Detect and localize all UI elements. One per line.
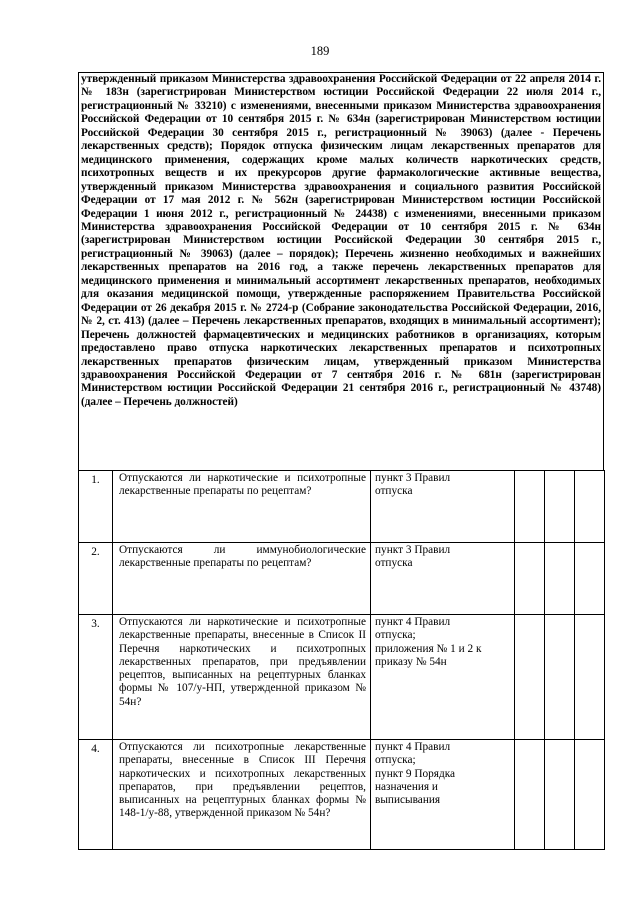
row-reference: пункт 3 Правил отпуска [371,543,515,615]
answer-cell-na[interactable] [575,471,605,543]
row-number: 3. [79,615,113,740]
row-reference: пункт 4 Правил отпуска; приложения № 1 и 2 к приказу № 54н [371,615,515,740]
row-reference: пункт 3 Правил отпуска [371,471,515,543]
row-question: Отпускаются ли наркотические и психотропные лекарственные препараты, внесенные в Список II Перечня наркотических и психотропных лекарственных препаратов, при предъявлении рецептов, выписанных на рецептурных бланках формы № 107/у-НП, утвержденной приказом № 54н? [113,615,371,740]
answer-cell-no[interactable] [545,740,575,850]
document-frame [78,72,604,470]
answer-cell-yes[interactable] [515,471,545,543]
answer-cell-yes[interactable] [515,740,545,850]
intro-paragraph: утвержденный приказом Министерства здравоохранения Российской Федерации от 22 апреля 2014 г. № 183н (зарегистрирован Министерством юстиции Российской Федерации 22 июля 2014 г., регистрационный № 33210) с изменениями, внесенными приказом Министерства здравоохранения Российской Федерации от 10 сентября 2015 г. № 634н (зарегистрирован Министерством юстиции Российской Федерации 30 сентября 2015 г., регистрационный № 39063) (далее - Перечень лекарственных средств); Порядок отпуска физическим лицам лекарственных препаратов для медицинского применения, содержащих кроме малых количеств наркотических средств, психотропных веществ и их прекурсоров другие фармакологические активные вещества, утвержденный приказом Министерства здравоохранения и социального развития Российской Федерации от 17 мая 2012 г. № 562н (зарегистрирован Министерством юстиции Российской Федерации 1 июня 2012 г., регистрационный № 24438) с изменениями, внесенными приказом Министерства здравоохранения Российской Федерации от 10 сентября 2015 г. № 634н (зарегистрирован Министерством юстиции Российской Федерации 30 сентября 2015 г., регистрационный № 39063) (далее – порядок); Перечень жизненно необходимых и важнейших лекарственных препаратов на 2016 год, а также перечень лекарственных препаратов для медицинского применения и минимальный ассортимент лекарственных препаратов, необходимых для оказания медицинской помощи, утвержденные распоряжением Правительства Российской Федерации от 26 декабря 2015 г. № 2724-р (Собрание законодательства Российской Федерации, 2016, № 2, ст. 413) (далее – Перечень лекарственных препаратов, входящих в минимальный ассортимент); Перечень должностей фармацевтических и медицинских работников в организациях, которым предоставлено право отпуска наркотических лекарственных препаратов и психотропных лекарственных препаратов физическим лицам, утвержденный приказом Министерства здравоохранения Российской Федерации от 7 сентября 2016 г. № 681н (зарегистрирован Министерством юстиции Российской Федерации 21 сентября 2016 г., регистрационный № 43748) (далее – Перечень должностей) [81,73,601,408]
table-row [79,471,605,543]
row-number: 1. [79,471,113,543]
answer-cell-no[interactable] [545,471,575,543]
answer-cell-no[interactable] [545,615,575,740]
row-question: Отпускаются ли психотропные лекарственные препараты, внесенные в Список III Перечня наркотических и психотропных лекарственных препаратов, при предъявлении рецептов, выписанных на рецептурных бланках формы № 148-1/у-88, утвержденной приказом № 54н? [113,740,371,850]
answer-cell-yes[interactable] [515,615,545,740]
table-row [79,543,605,615]
row-number: 2. [79,543,113,615]
checklist-table [78,470,605,850]
answer-cell-no[interactable] [545,543,575,615]
row-number: 4. [79,740,113,850]
answer-cell-yes[interactable] [515,543,545,615]
page-number: 189 [310,44,330,58]
row-reference: пункт 4 Правил отпуска; пункт 9 Порядка назначения и выписывания [371,740,515,850]
table-row [79,740,605,850]
answer-cell-na[interactable] [575,615,605,740]
row-question: Отпускаются ли иммунобиологические лекарственные препараты по рецептам? [113,543,371,615]
answer-cell-na[interactable] [575,543,605,615]
answer-cell-na[interactable] [575,740,605,850]
row-question: Отпускаются ли наркотические и психотропные лекарственные препараты по рецептам? [113,471,371,543]
table-row [79,615,605,740]
